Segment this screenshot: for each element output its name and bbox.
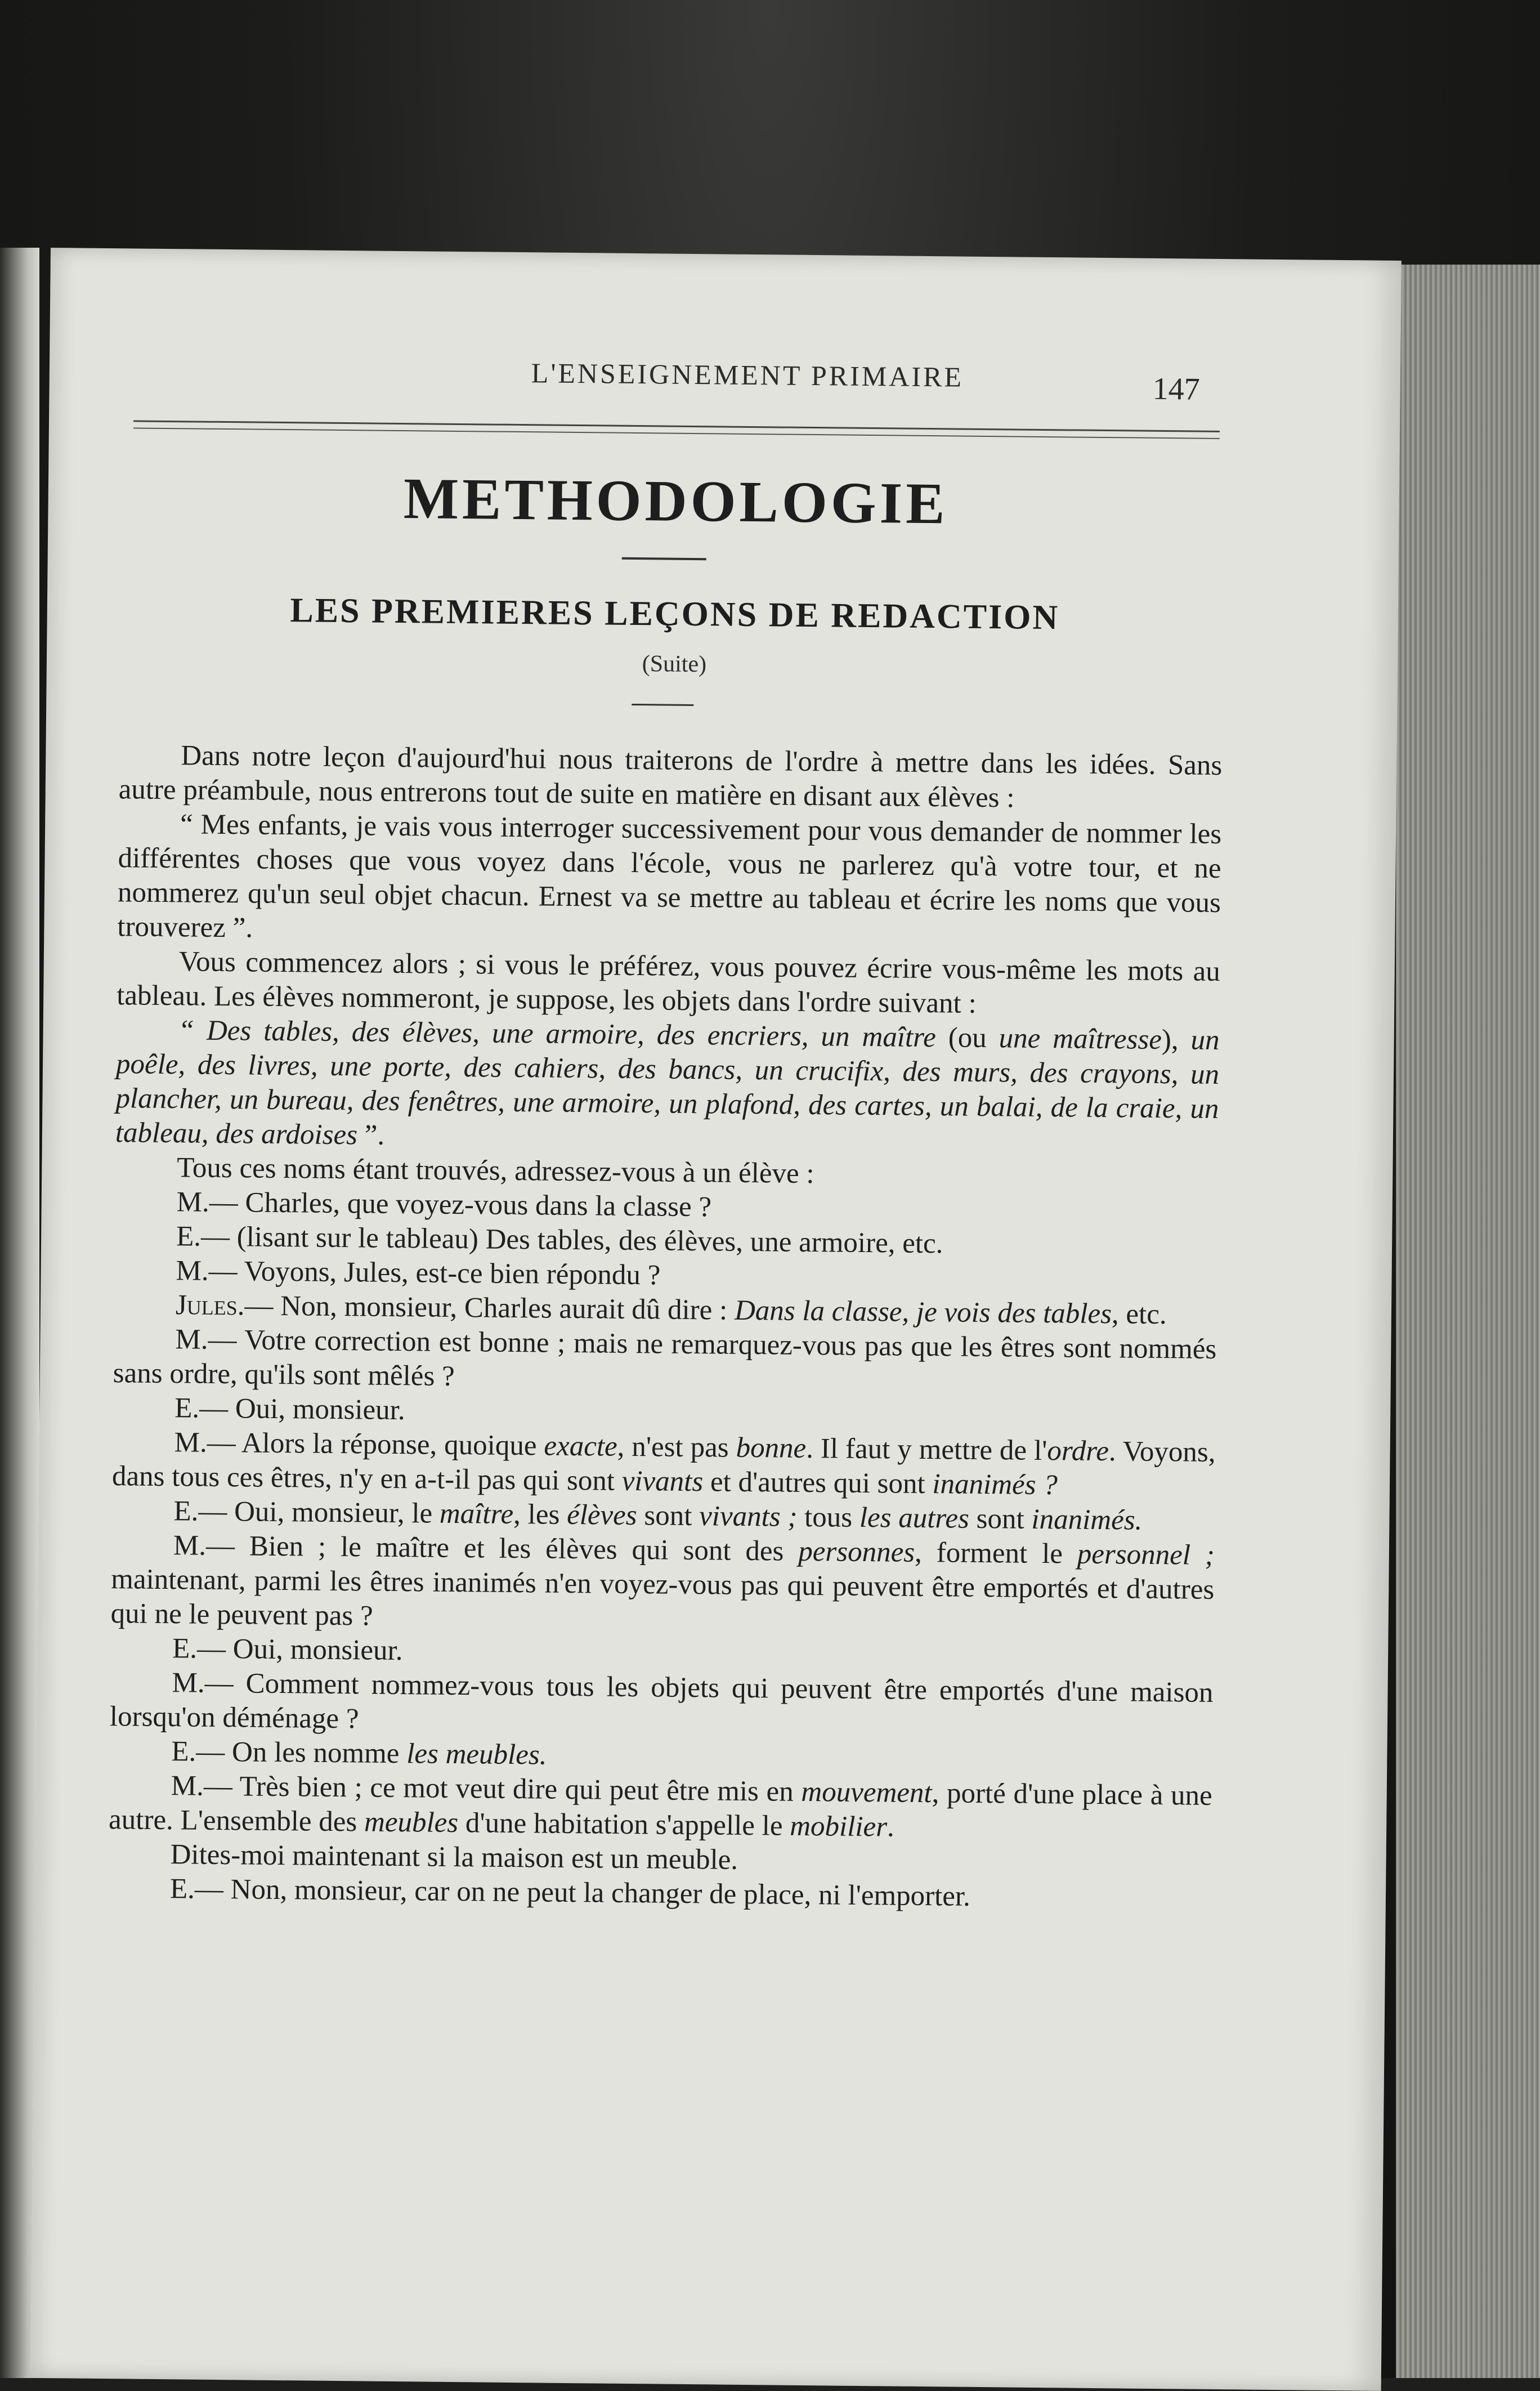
dialogue-line: M.— Votre correction est bonne ; mais ne remarquez-vous pas que les êtres sont nommés sans ordre, qu'ils sont mêlés ? [113,1324,1217,1392]
dialogue-line: M.— Bien ; le maître et les élèves qui sont des personnes, forment le personnel ; maintenant, parmi les êtres inanimés n'en voyez-vous pas qui peuvent être emportés et d'autres qui ne le peuvent pas ? [110,1530,1215,1632]
paragraph: Dites-moi maintenant si la maison est un meuble. [170,1839,738,1876]
dialogue-line: E.— Non, monsieur, car on ne peut la changer de place, ni l'emporter. [169,1873,971,1912]
header-rule [133,420,1220,432]
dialogue-line: E.— Oui, monsieur, le maître, les élèves sont vivants ; tous les autres sont inanimés. [173,1495,1143,1536]
paragraph: “ Des tables, des élèves, une armoire, des encriers, un maître (ou une maîtresse), un poêle, des livres, une porte, des cahiers, des bancs, un crucifix, des murs, des crayons, un plancher, un bureau, des fenêtres, une armoire, un plafond, des cartes, un balai, de la craie, un tableau, des ardoises ”. [115,1015,1220,1151]
dialogue-line: M.— Très bien ; ce mot veut dire qui peut être mis en mouvement, porté d'une place à une autre. L'ensemble des meubles d'une habitation s'appelle le mobilier. [108,1770,1212,1843]
suite-label: (Suite) [642,651,707,678]
dialogue-line: M.— Comment nommez-vous tous les objets qui peuvent être emportés d'une maison lorsqu'on déménage ? [109,1667,1214,1735]
dialogue-line: E.— Oui, monsieur. [174,1392,405,1427]
article-title: METHODOLOGIE [403,466,949,537]
book-page-edges [1396,265,1540,2378]
dialogue-line: M.— Voyons, Jules, est-ce bien répondu ? [176,1255,661,1291]
paragraph: Vous commencez alors ; si vous le préférez, vous pouvez écrire vous-même les mots au tableau. Les élèves nommeront, je suppose, les objets dans l'ordre suivant : [116,946,1221,1020]
dialogue-line: E.— (lisant sur le tableau) Des tables, des élèves, une armoire, etc. [176,1221,943,1260]
dialogue-line: M.— Alors la réponse, quoique exacte, n'est pas bonne. Il faut y mettre de l'ordre. Voyons, dans tous ces êtres, n'y en a-t-il pas qui sont vivants et d'autres qui sont inanimés ? [111,1427,1216,1501]
running-head: L'ENSEIGNEMENT PRIMAIRE [531,357,964,393]
dialogue-line: Jules.— Non, monsieur, Charles aurait dû dire : Dans la classe, je vois des tables, etc. [175,1289,1167,1331]
paragraph: Tous ces noms étant trouvés, adressez-vous à un élève : [177,1152,814,1190]
title-divider [622,557,706,560]
dialogue-line: E.— On les nomme les meubles. [171,1736,547,1771]
paragraph: Dans notre leçon d'aujourd'hui nous traiterons de l'ordre à mettre dans les idées. Sans autre préambule, nous entrerons tout de suite en matière en disant aux élèves : [118,740,1223,814]
page-number: 147 [1152,371,1200,407]
dialogue-line: E.— Oui, monsieur. [172,1633,403,1667]
paragraph: “ Mes enfants, je vais vous interroger successivement pour vous demander de nommer les différentes choses que vous voyez dans l'école, vous ne parlerez qu'à votre tour, et ne nommerez qu'un seul objet chacun. Ernest va se mettre au tableau et écrire les noms que vous trouverez ”. [117,808,1222,944]
book-page [30,248,1402,2391]
subtitle-divider [632,704,693,706]
article-body [108,738,1223,1916]
article-subtitle: LES PREMIERES LEÇONS DE REDACTION [290,591,1060,637]
dialogue-line: M.— Charles, que voyez-vous dans la classe ? [176,1186,712,1223]
